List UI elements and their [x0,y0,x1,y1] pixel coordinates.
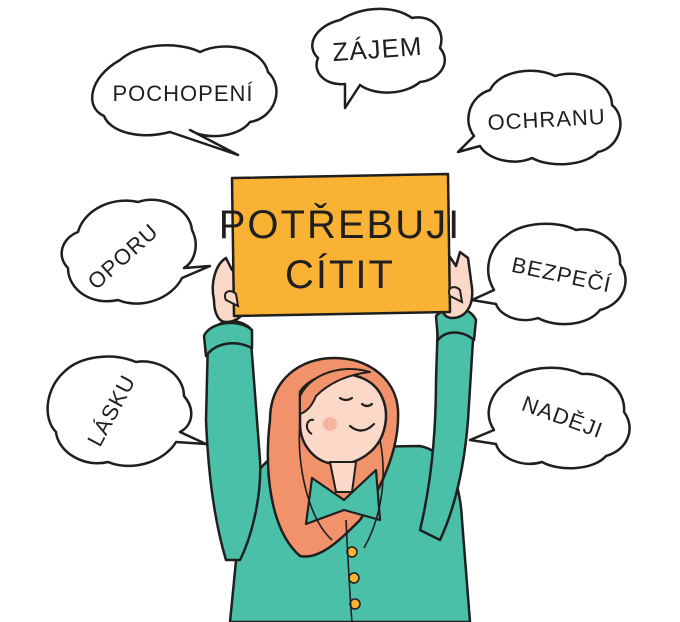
speech-bubble-lasku [48,357,206,466]
bubble-label-zajem: ZÁJEM [331,30,424,68]
bubble-label-bezpeci: BEZPEČÍ [509,251,614,298]
sign-line-2: CÍTIT [285,253,395,297]
bubble-label-nadeji: NADĚJI [518,390,607,444]
speech-bubble-zajem [312,9,444,108]
bubble-label-lasku: LÁSKU [82,370,141,451]
sign-board [219,174,461,316]
jacket-button-2 [349,573,359,583]
speech-bubble-pochopeni [92,45,276,155]
speech-bubble-bezpeci [472,224,626,324]
speech-bubble-oporu [62,200,210,304]
sign-line-1: POTŘEBUJI [218,203,462,247]
speech-bubble-nadeji [470,368,630,469]
speech-bubble-ochranu [458,71,620,165]
bubble-label-oporu: OPORU [82,218,164,295]
bubble-label-ochranu: OCHRANU [486,103,607,136]
bubble-label-pochopeni: POCHOPENÍ [112,81,254,106]
